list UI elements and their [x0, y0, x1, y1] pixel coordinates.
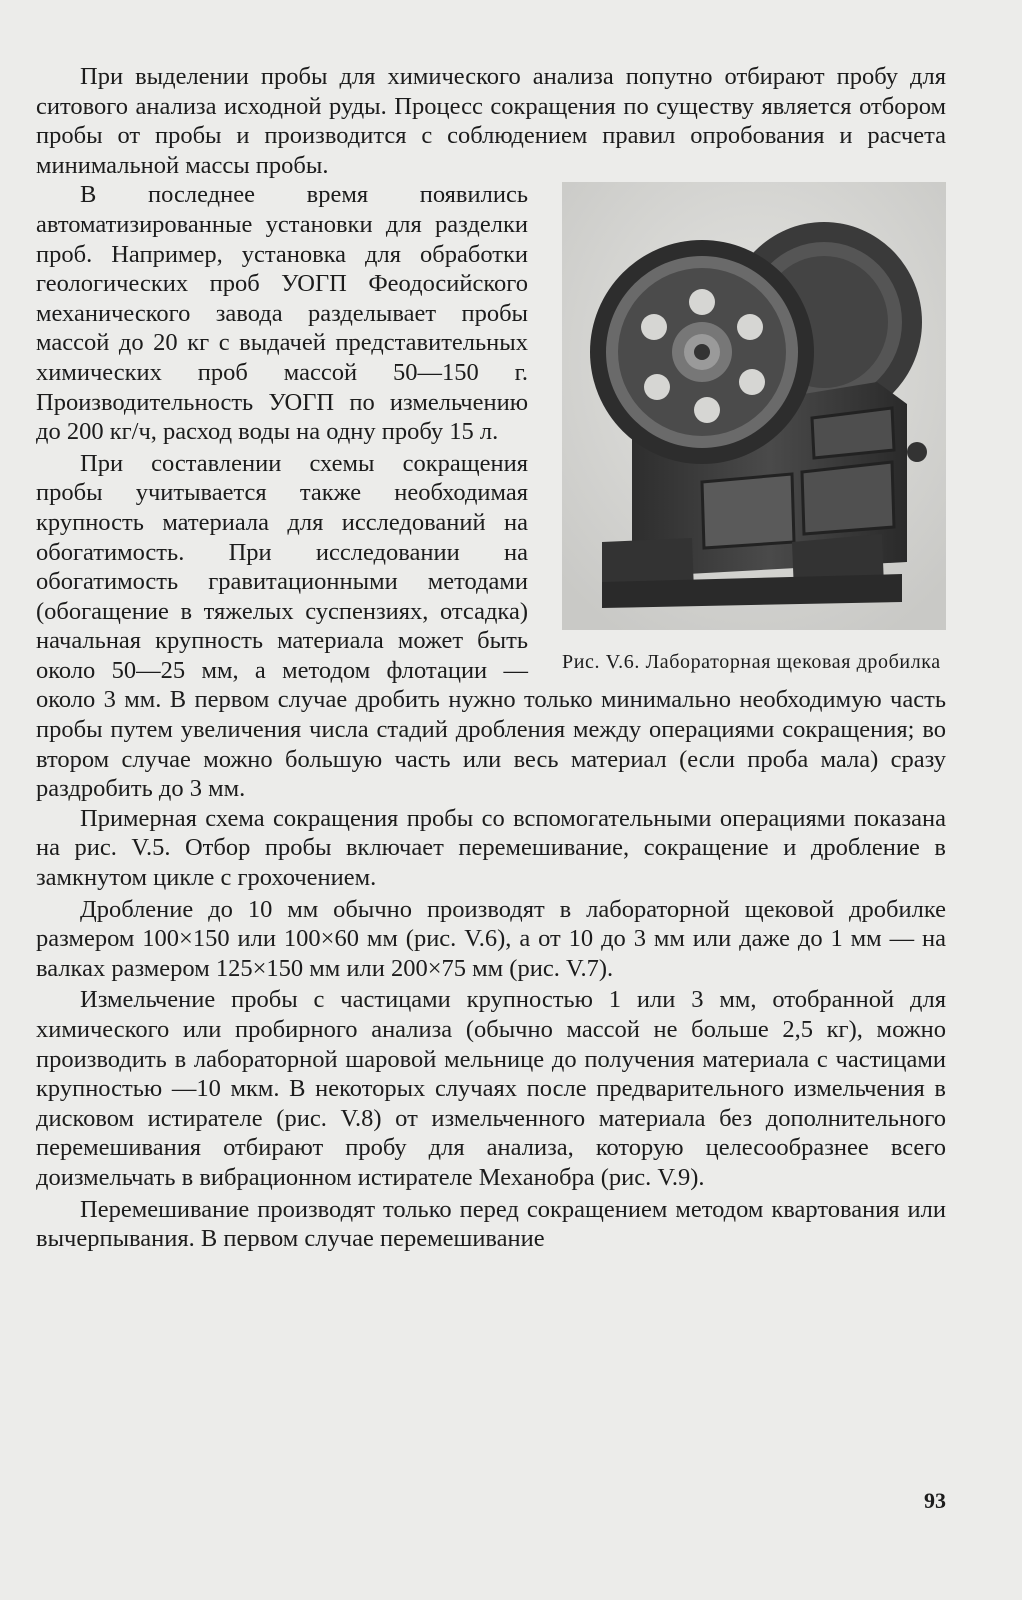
paragraph-1: При выделении пробы для химического анализа попутно отбирают пробу для ситового анализа исходной руды. Процесс сокращения по существу является отбором пробы от пробы и производится с соблюдением правил опробования и расчета минимальной массы пробы.: [36, 63, 946, 179]
figure-caption: Рис. V.6. Лабораторная щековая дробилка: [562, 651, 941, 674]
paragraph-2: В последнее время появились автоматизированные установки для разделки проб. Например, установка для обработки геологических проб УОГП Феодосийского механического завода разделывает пробы массой до 20 кг с выдачей представительных химических проб массой 50—150 г. Производительность УОГП по измельчению до 200 кг/ч, расход воды на одну пробу 15 л.: [36, 181, 528, 446]
paragraph-3: При составлении схемы сокращения пробы учитывается также необходимая крупность материала для исследований на обогатимость. При исследовании на обогатимость гравитационными методами (обогащение в тяжелых суспензиях, отсадка) начальная крупность материала может быть около 50—25 мм, а методом флотации — около 3 мм. В первом случае дробить нужно только минимально необходимую часть пробы путем увеличения числа стадий дробления между операциями сокращения; во втором случае можно большую часть или весь материал (если проба мала) сразу раздробить до 3 мм.: [36, 449, 946, 803]
page-number: 93: [924, 1488, 946, 1513]
paragraph-7: Перемешивание производят только перед сокращением методом квартования или вычерпывания. В первом случае перемешивание: [36, 1195, 946, 1253]
figure-v6: [554, 182, 946, 674]
paragraph-5: Дробление до 10 мм обычно производят в лабораторной щековой дробилке размером 100×150 или 100×60 мм (рис. V.6), а от 10 до 3 мм или даже до 1 мм — на валках размером 125×150 мм или 200×75 мм (рис. V.7).: [36, 895, 946, 982]
paragraph-4: Примерная схема сокращения пробы со вспомогательными операциями показана на рис. V.5. Отбор пробы включает перемешивание, сокращение и дробление в замкнутом цикле с грохочением.: [36, 804, 946, 892]
jaw-crusher-photo: [562, 182, 946, 630]
paragraph-6: Измельчение пробы с частицами крупностью 1 или 3 мм, отобранной для химического или пробирного анализа (обычно массой не больше 2,5 кг), можно производить в лабораторной шаровой мельнице до получения материала с частицами крупностью —10 мкм. В некоторых случаях после предварительного измельчения в дисковом истирателе (рис. V.8) от измельченного материала без дополнительного перемешивания отбирают пробу для анализа, которую целесообразнее всего доизмельчать в вибрационном истирателе Механобра (рис. V.9).: [36, 986, 946, 1191]
